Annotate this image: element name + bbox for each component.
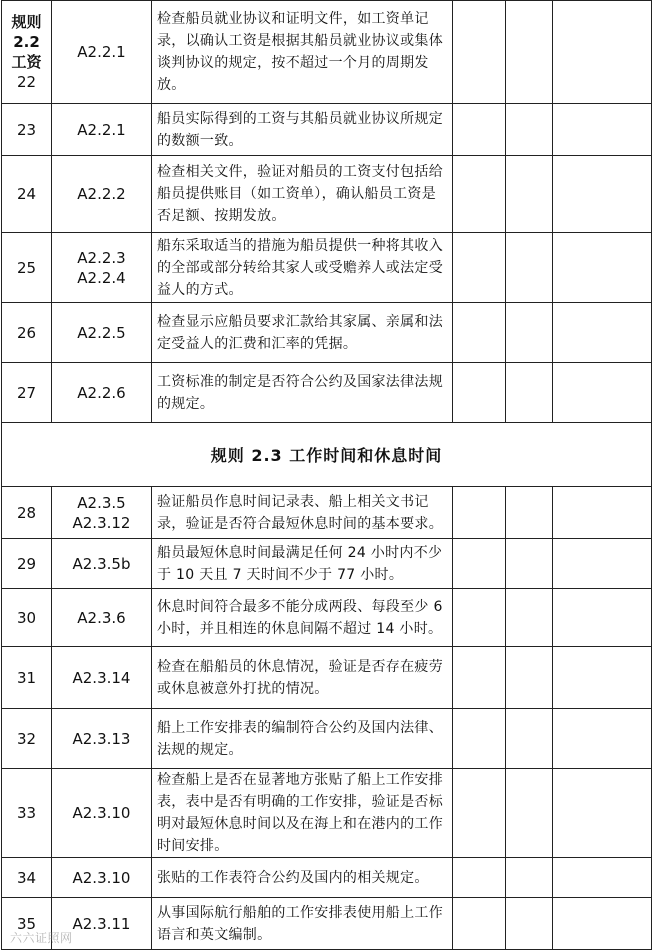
blank-cell [453, 858, 506, 898]
regulation-code: A2.2.3 [77, 248, 126, 267]
blank-cell [553, 1, 652, 104]
blank-cell [553, 647, 652, 709]
blank-cell [506, 487, 553, 539]
item-number: 35 [2, 898, 52, 950]
blank-cell [506, 769, 553, 858]
blank-cell [506, 589, 553, 647]
regulation-code-cell [52, 539, 152, 589]
requirement-text: 验证船员作息时间记录表、船上相关文书记录，验证是否符合最短休息时间的基本要求。 [152, 487, 453, 539]
table-row [2, 769, 652, 858]
table-row [2, 233, 652, 303]
regulation-code: A2.3.11 [72, 914, 131, 933]
regulation-code-cell [52, 156, 152, 233]
regulation-code-cell [52, 858, 152, 898]
regulation-code: A2.3.10 [72, 868, 131, 887]
regulation-code: A2.3.12 [72, 513, 131, 532]
regulation-code-cell [52, 769, 152, 858]
table-row [2, 589, 652, 647]
item-number: 33 [2, 769, 52, 858]
regulation-code-cell [52, 363, 152, 423]
regulation-code: A2.2.5 [77, 323, 126, 342]
section-heading: 规则 2.3 工作时间和休息时间 [2, 423, 652, 487]
regulation-code: A2.3.13 [72, 729, 131, 748]
table-row [2, 104, 652, 156]
requirement-text: 船东采取适当的措施为船员提供一种将其收入的全部或部分转给其家人或受赡养人或法定受益人的方式。 [152, 233, 453, 303]
blank-cell [506, 898, 553, 950]
blank-cell [553, 858, 652, 898]
blank-cell [453, 709, 506, 769]
regulation-code: A2.3.5b [72, 554, 131, 573]
requirement-text: 休息时间符合最多不能分成两段、每段至少 6 小时，并且相连的休息间隔不超过 14 小时。 [152, 589, 453, 647]
requirement-text: 工资标准的制定是否符合公约及国家法律法规的规定。 [152, 363, 453, 423]
regulation-code: A2.3.5 [77, 493, 126, 512]
section-heading-row [2, 423, 652, 487]
blank-cell [453, 303, 506, 363]
blank-cell [453, 487, 506, 539]
regulation-code-cell [52, 487, 152, 539]
blank-cell [506, 104, 553, 156]
blank-cell [506, 233, 553, 303]
blank-cell [506, 647, 553, 709]
blank-cell [453, 363, 506, 423]
blank-cell [553, 487, 652, 539]
blank-cell [553, 303, 652, 363]
regulation-code: A2.3.14 [72, 668, 131, 687]
regulation-code: A2.2.4 [77, 268, 126, 287]
item-number: 23 [2, 104, 52, 156]
requirement-text: 船员最短休息时间最满足任何 24 小时内不少于 10 天且 7 天时间不少于 77 小时。 [152, 539, 453, 589]
rule-label-line: 2.2 [13, 33, 40, 51]
item-number: 32 [2, 709, 52, 769]
requirement-text: 检查相关文件，验证对船员的工资支付包括给船员提供账目（如工资单），确认船员工资是否足额、按期发放。 [152, 156, 453, 233]
table-row [2, 1, 652, 104]
item-number: 24 [2, 156, 52, 233]
blank-cell [453, 104, 506, 156]
blank-cell [506, 303, 553, 363]
blank-cell [506, 709, 553, 769]
blank-cell [506, 858, 553, 898]
blank-cell [553, 363, 652, 423]
item-number: 34 [2, 858, 52, 898]
blank-cell [453, 898, 506, 950]
item-number-cell [2, 1, 52, 104]
table-row [2, 303, 652, 363]
blank-cell [553, 769, 652, 858]
item-number: 29 [2, 539, 52, 589]
regulation-code-cell [52, 589, 152, 647]
blank-cell [553, 898, 652, 950]
rule-label-line: 工资 [11, 53, 42, 71]
table-row [2, 709, 652, 769]
blank-cell [506, 363, 553, 423]
blank-cell [453, 647, 506, 709]
regulation-code-cell [52, 647, 152, 709]
blank-cell [453, 589, 506, 647]
requirement-text: 船员实际得到的工资与其船员就业协议所规定的数额一致。 [152, 104, 453, 156]
requirement-text: 检查在船船员的休息情况，验证是否存在疲劳或休息被意外打扰的情况。 [152, 647, 453, 709]
requirement-text: 船上工作安排表的编制符合公约及国内法律、法规的规定。 [152, 709, 453, 769]
blank-cell [453, 769, 506, 858]
blank-cell [453, 233, 506, 303]
regulation-code-cell [52, 303, 152, 363]
regulation-code-cell [52, 709, 152, 769]
blank-cell [506, 539, 553, 589]
inspection-checklist-table [1, 0, 652, 950]
regulation-code: A2.2.1 [77, 120, 126, 139]
table-row [2, 363, 652, 423]
blank-cell [553, 233, 652, 303]
requirement-text: 从事国际航行船舶的工作安排表使用船上工作语言和英文编制。 [152, 898, 453, 950]
item-number: 22 [16, 73, 37, 91]
regulation-code-cell [52, 1, 152, 104]
blank-cell [453, 156, 506, 233]
table-row [2, 156, 652, 233]
requirement-text: 检查船上是否在显著地方张贴了船上工作安排表，表中是否有明确的工作安排，验证是否标明对最短休息时间以及在海上和在港内的工作时间安排。 [152, 769, 453, 858]
item-number: 30 [2, 589, 52, 647]
blank-cell [553, 709, 652, 769]
regulation-code: A2.3.6 [77, 608, 126, 627]
blank-cell [453, 1, 506, 104]
table-row [2, 487, 652, 539]
blank-cell [553, 104, 652, 156]
rule-label-line: 规则 [11, 13, 42, 31]
blank-cell [553, 156, 652, 233]
requirement-text: 张贴的工作表符合公约及国内的相关规定。 [152, 858, 453, 898]
item-number: 27 [2, 363, 52, 423]
blank-cell [553, 539, 652, 589]
table-row [2, 898, 652, 950]
table-row [2, 539, 652, 589]
item-number: 28 [2, 487, 52, 539]
regulation-code-cell [52, 104, 152, 156]
item-number: 25 [2, 233, 52, 303]
blank-cell [506, 1, 553, 104]
blank-cell [553, 589, 652, 647]
regulation-code: A2.2.6 [77, 383, 126, 402]
blank-cell [453, 539, 506, 589]
item-number: 26 [2, 303, 52, 363]
regulation-code-cell [52, 233, 152, 303]
requirement-text: 检查船员就业协议和证明文件，如工资单记录，以确认工资是根据其船员就业协议或集体谈判协议的规定，按不超过一个月的周期发放。 [152, 1, 453, 104]
blank-cell [506, 156, 553, 233]
regulation-code: A2.2.2 [77, 185, 126, 203]
regulation-code: A2.3.10 [72, 804, 131, 822]
table-row [2, 858, 652, 898]
watermark: 六六证照网 [10, 931, 73, 945]
regulation-code: A2.2.1 [77, 43, 126, 61]
item-number: 31 [2, 647, 52, 709]
requirement-text: 检查显示应船员要求汇款给其家属、亲属和法定受益人的汇费和汇率的凭据。 [152, 303, 453, 363]
table-row [2, 647, 652, 709]
